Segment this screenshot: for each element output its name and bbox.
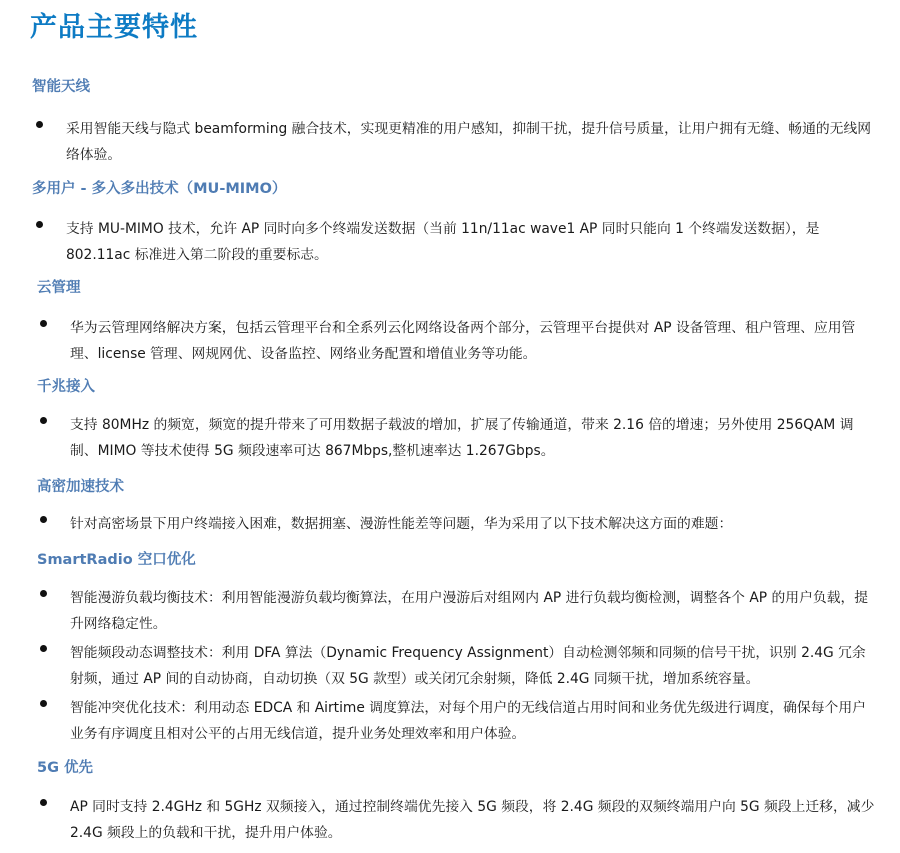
bullet-dot-icon (40, 516, 47, 523)
bullet-dot-icon (40, 590, 47, 597)
section-heading-smart-antenna: 智能天线 (32, 79, 90, 95)
bullet-item (36, 216, 876, 268)
bullet-item (40, 640, 876, 692)
bullet-text: 智能频段动态调整技术：利用 DFA 算法（Dynamic Frequency Assignment）自动检测邻频和同频的信号干扰，识别 2.4G 冗余射频，通过 AP 间的自动协商，自动切换（双 5G 款型）或关闭冗余射频，降低 2.4G 同频干扰，增加系统容量。 (70, 645, 866, 687)
bullet-dot-icon (40, 700, 47, 707)
bullet-dot-icon (36, 221, 43, 228)
bullet-item (40, 412, 876, 464)
section-heading-cloud-management: 云管理 (37, 280, 81, 296)
bullet-text: 支持 MU-MIMO 技术，允许 AP 同时向多个终端发送数据（当前 11n/11ac wave1 AP 同时只能向 1 个终端发送数据），是 802.11ac 标准进入第二阶段的重要标志。 (66, 221, 820, 263)
bullet-dot-icon (36, 121, 43, 128)
bullet-dot-icon (40, 799, 47, 806)
bullet-text: 针对高密场景下用户终端接入困难，数据拥塞、漫游性能差等问题，华为采用了以下技术解决这方面的难题： (70, 516, 733, 532)
bullet-item (36, 116, 876, 168)
bullet-text: 采用智能天线与隐式 beamforming 融合技术，实现更精准的用户感知，抑制干扰，提升信号质量，让用户拥有无缝、畅通的无线网络体验。 (66, 121, 872, 163)
bullet-item (40, 585, 876, 637)
bullet-dot-icon (40, 645, 47, 652)
section-heading-high-density: 高密加速技术 (37, 479, 124, 495)
page-title: 产品主要特性 (30, 12, 198, 43)
bullet-item (40, 511, 876, 537)
bullet-dot-icon (40, 320, 47, 327)
bullet-text: 智能冲突优化技术：利用动态 EDCA 和 Airtime 调度算法，对每个用户的无线信道占用时间和业务优先级进行调度，确保每个用户业务有序调度且相对公平的占用无线信道，提升业务处理效率和用户体验。 (70, 700, 866, 742)
bullet-item (40, 315, 876, 367)
section-heading-gigabit-access: 千兆接入 (37, 379, 95, 395)
bullet-text: 智能漫游负载均衡技术：利用智能漫游负载均衡算法，在用户漫游后对组网内 AP 进行负载均衡检测，调整各个 AP 的用户负载，提升网络稳定性。 (70, 590, 869, 632)
bullet-item (40, 794, 876, 846)
bullet-text: AP 同时支持 2.4GHz 和 5GHz 双频接入，通过控制终端优先接入 5G 频段，将 2.4G 频段的双频终端用户向 5G 频段上迁移，减少 2.4G 频段上的负载和干扰，提升用户体验。 (70, 799, 875, 841)
bullet-text: 华为云管理网络解决方案，包括云管理平台和全系列云化网络设备两个部分，云管理平台提供对 AP 设备管理、租户管理、应用管理、license 管理、网规网优、设备监控、网络业务配置和增值业务等功能。 (70, 320, 856, 362)
section-heading-smartradio: SmartRadio 空口优化 (37, 552, 196, 568)
section-heading-mu-mimo: 多用户 - 多入多出技术（MU-MIMO） (32, 181, 287, 197)
bullet-item (40, 695, 876, 747)
bullet-text: 支持 80MHz 的频宽，频宽的提升带来了可用数据子载波的增加，扩展了传输通道，带来 2.16 倍的增速；另外使用 256QAM 调制、MIMO 等技术使得 5G 频段速率可达 867Mbps,整机速率达 1.267Gbps。 (70, 417, 854, 459)
bullet-dot-icon (40, 417, 47, 424)
section-heading-5g-priority: 5G 优先 (37, 760, 94, 776)
